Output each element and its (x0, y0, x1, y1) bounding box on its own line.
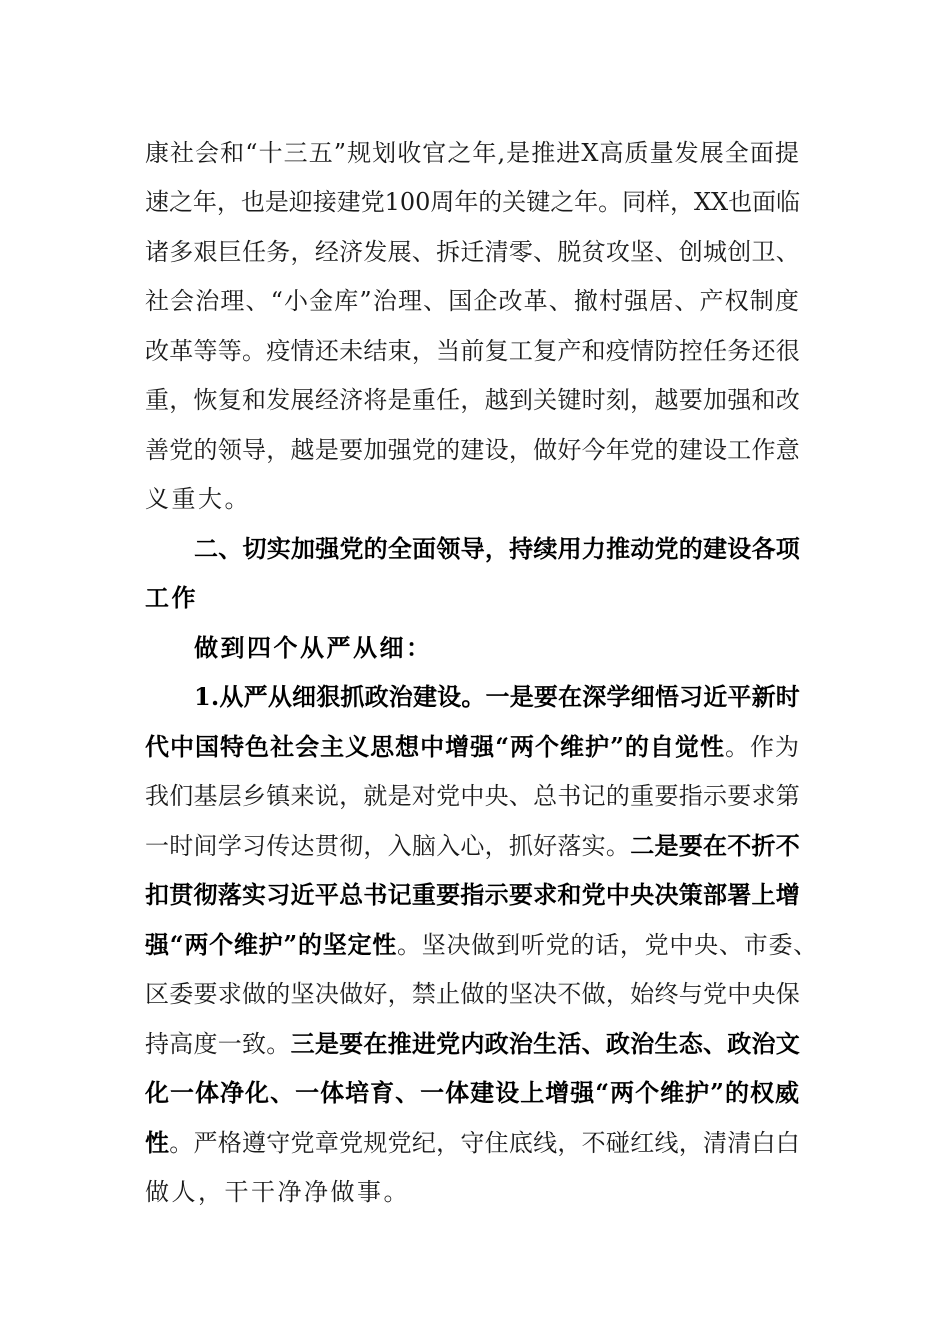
text-run: 二是要在不折不 (630, 831, 801, 860)
text-run: 强“两个维护”的坚定性 (145, 930, 398, 959)
text-line (145, 1028, 800, 1060)
text-run: 扣贯彻落实习近平总书记重要指示要求和党中央决策部署上增 (145, 880, 800, 909)
text-line (145, 186, 800, 218)
text-run: 区委要求做的坚决做好，禁止做的坚决不做，始终与党中央保 (145, 980, 800, 1008)
text-run: 。严格遵守党章党规党纪，守住底线，不碰红线，清清白白 (169, 1129, 801, 1157)
text-run: 重，恢复和发展经济将是重任，越到关键时刻，越要加强和改 (145, 386, 800, 414)
text-line (145, 978, 800, 1010)
text-run: 1.从严从细狠抓政治建设。一是要在深学细悟习近平新时 (194, 682, 800, 711)
text-run: 二、切实加强党的全面领导，持续用力推动党的建设各项 (194, 534, 800, 563)
text-run: 一时间学习传达贯彻，入脑入心，抓好落实。 (145, 832, 631, 860)
text-run: 性 (145, 1128, 170, 1157)
text-run: 义重大。 (145, 485, 251, 513)
section-heading-line (194, 533, 800, 565)
text-line (145, 780, 800, 812)
section-heading-line (145, 582, 198, 614)
text-line (145, 830, 800, 862)
text-run: 工作 (145, 583, 198, 612)
text-line (145, 483, 251, 515)
text-run: 三是要在推进党内政治生活、政治生态、政治文 (290, 1029, 801, 1058)
text-line (145, 236, 800, 268)
text-line (145, 137, 800, 169)
text-run: 我们基层乡镇来说，就是对党中央、总书记的重要指示要求第 (145, 782, 800, 810)
text-run: 康社会和“十三五”规划收官之年,是推进X高质量发展全面提 (145, 139, 800, 167)
text-line (145, 929, 818, 961)
text-run: 社会治理、“小金库”治理、国企改革、撤村强居、产权制度 (145, 287, 800, 315)
text-line (145, 1127, 800, 1159)
text-line (145, 731, 800, 763)
text-run: 诸多艰巨任务，经济发展、拆迁清零、脱贫攻坚、创城创卫、 (145, 238, 800, 266)
subheading-line (194, 632, 433, 664)
text-line (145, 879, 800, 911)
text-run: 善党的领导，越是要加强党的建设，做好今年党的建设工作意 (145, 436, 800, 464)
text-run: 做人，干干净净做事。 (145, 1178, 410, 1206)
text-line (145, 335, 800, 367)
text-line (145, 384, 800, 416)
text-line (194, 681, 800, 713)
text-run: 持高度一致。 (145, 1030, 291, 1058)
text-run: 化一体净化、一体培育、一体建设上增强“两个维护”的权威 (145, 1078, 800, 1107)
text-run: 做到四个从严从细： (194, 633, 433, 662)
text-run: 改革等等。疫情还未结束，当前复工复产和疫情防控任务还很 (145, 337, 800, 365)
text-run: 。作为 (724, 733, 801, 761)
text-run: 。坚决做到听党的话，党中央、市委、 (397, 931, 819, 959)
text-line (145, 1077, 800, 1109)
text-run: 速之年，也是迎接建党100周年的关键之年。同样，XX也面临 (145, 188, 800, 216)
text-line (145, 434, 800, 466)
text-line (145, 1176, 410, 1208)
text-line (145, 285, 800, 317)
text-run: 代中国特色社会主义思想中增强“两个维护”的自觉性 (145, 732, 725, 761)
